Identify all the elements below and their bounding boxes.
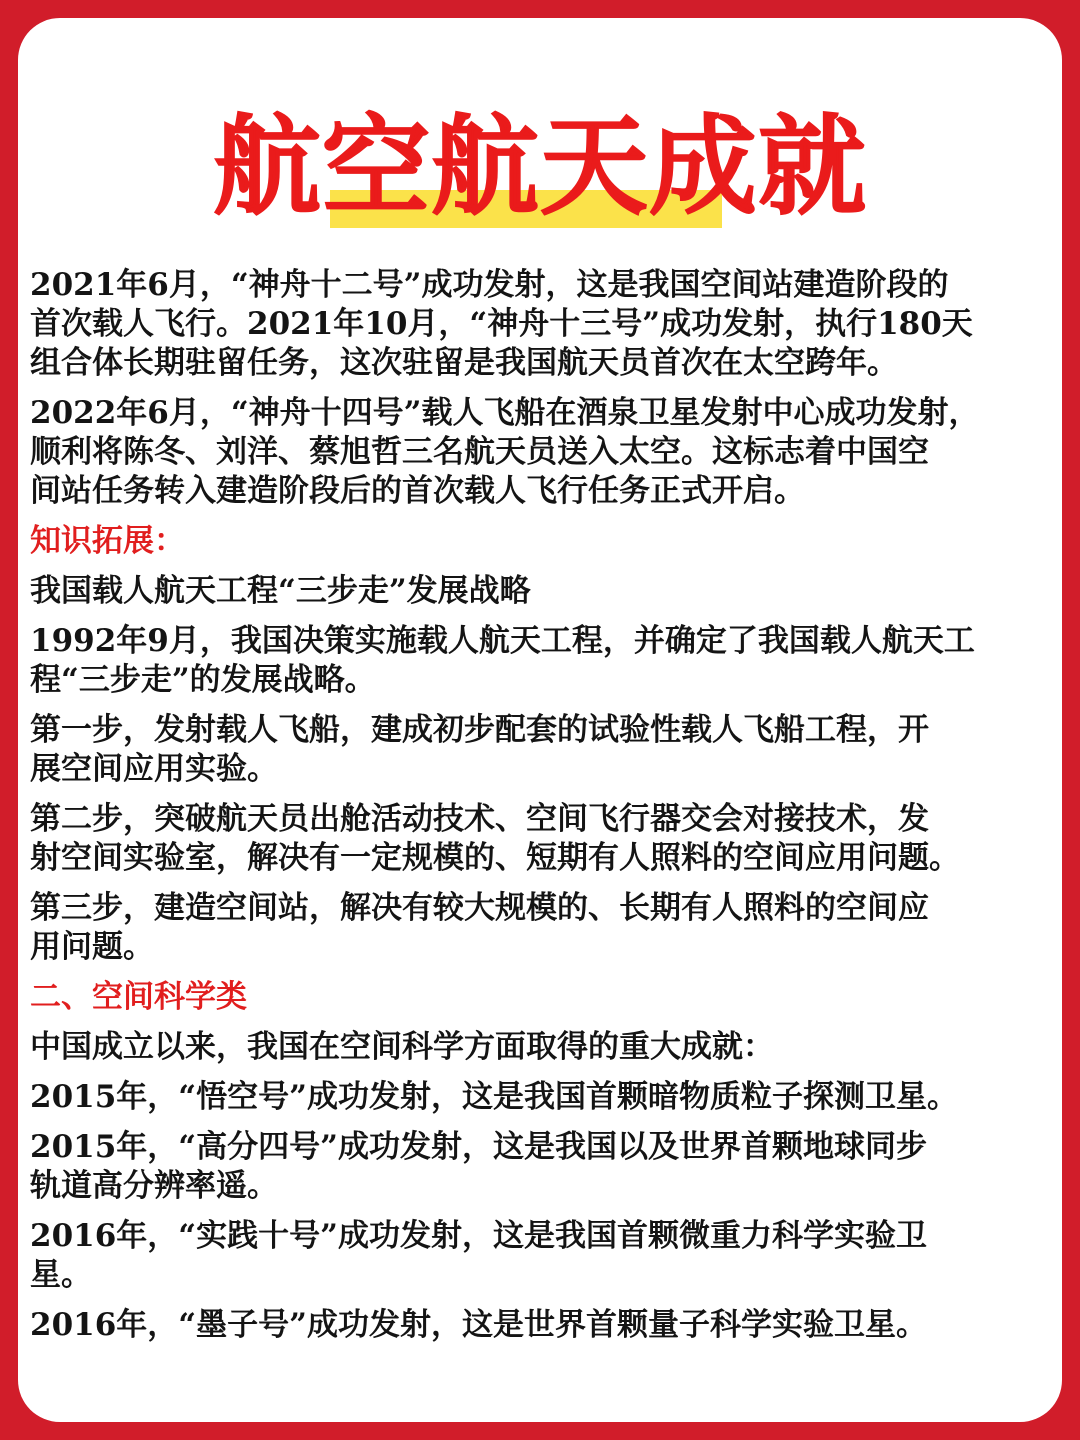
paragraph-step-two: 第二步，突破航天员出舱活动技术、空间飞行器交会对接技术，发 射空间实验室，解决有一定规模的、短期有人照料的空间应用问题。	[30, 801, 960, 876]
paragraph-shijian-10: 2016年，“实践十号”成功发射，这是我国首颗微重力科学实验卫 星。	[30, 1218, 927, 1293]
paragraph-step-three: 第三步，建造空间站，解决有较大规模的、长期有人照料的空间应 用问题。	[30, 890, 929, 965]
subheading-three-steps: 我国载人航天工程“三步走”发展战略	[30, 573, 531, 609]
page-title: 航空航天成就	[212, 105, 867, 230]
article-body	[30, 266, 1058, 1356]
paragraph-shenzhou-14: 2022年6月，“神舟十四号”载人飞船在酒泉卫星发射中心成功发射， 顺利将陈冬、刘洋、蔡旭哲三名航天员送入太空。这标志着中国空 间站任务转入建造阶段后的首次载人飞行任务正式开启。	[30, 395, 980, 509]
section-heading-knowledge: 知识拓展：	[30, 523, 185, 559]
paragraph-gaofen-4: 2015年，“高分四号”成功发射，这是我国以及世界首颗地球同步 轨道高分辨率遥。	[30, 1129, 927, 1204]
paragraph-mozi: 2016年，“墨子号”成功发射，这是世界首颗量子科学实验卫星。	[30, 1307, 927, 1343]
paragraph-wukong: 2015年，“悟空号”成功发射，这是我国首颗暗物质粒子探测卫星。	[30, 1079, 958, 1115]
paragraph-shenzhou-12-13: 2021年6月，“神舟十二号”成功发射，这是我国空间站建造阶段的 首次载人飞行。2021年10月，“神舟十三号”成功发射，执行180天 组合体长期驻留任务，这次驻留是我国航天员首次在太空跨年。	[30, 267, 973, 381]
title-block	[18, 98, 1062, 248]
paragraph-1992: 1992年9月，我国决策实施载人航天工程，并确定了我国载人航天工 程“三步走”的发展战略。	[30, 623, 975, 698]
paragraph-step-one: 第一步，发射载人飞船，建成初步配套的试验性载人飞船工程，开 展空间应用实验。	[30, 712, 929, 787]
content-card	[18, 18, 1062, 1422]
section-heading-space-science: 二、空间科学类	[30, 979, 247, 1015]
paragraph-science-intro: 中国成立以来，我国在空间科学方面取得的重大成就：	[30, 1029, 774, 1065]
